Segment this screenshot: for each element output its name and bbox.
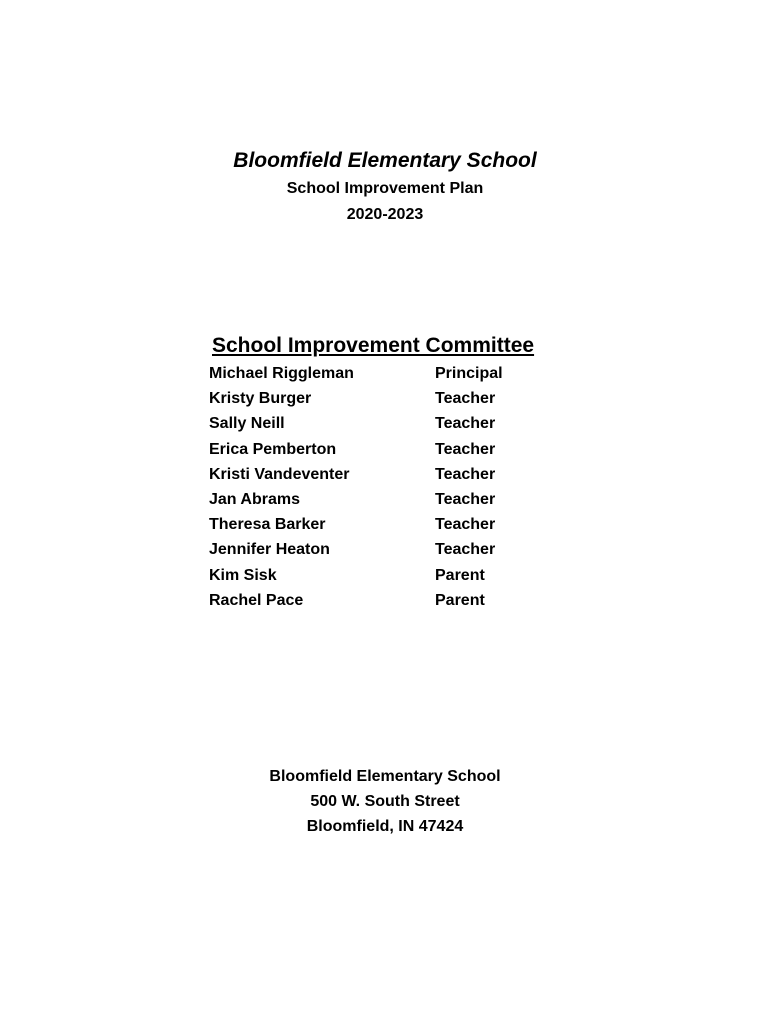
member-role: Teacher bbox=[435, 541, 496, 559]
plan-title: School Improvement Plan bbox=[286, 180, 484, 197]
school-title: Bloomfield Elementary School bbox=[233, 149, 537, 172]
member-name: Kim Sisk bbox=[209, 566, 277, 584]
member-role: Teacher bbox=[435, 440, 496, 458]
member-name: Rachel Pace bbox=[209, 591, 304, 609]
member-name: Jennifer Heaton bbox=[209, 541, 330, 559]
member-name: Kristy Burger bbox=[209, 390, 312, 408]
member-name: Michael Riggleman bbox=[209, 365, 354, 382]
member-name: Erica Pemberton bbox=[209, 440, 337, 458]
committee-member-row bbox=[209, 537, 609, 562]
committee-member-row bbox=[209, 487, 609, 512]
member-role: Teacher bbox=[435, 490, 496, 508]
committee-member-row bbox=[209, 411, 609, 436]
member-role: Parent bbox=[435, 591, 485, 609]
committee-member-row bbox=[209, 462, 609, 487]
member-role: Parent bbox=[435, 566, 485, 584]
address-block bbox=[0, 764, 770, 840]
committee-member-row bbox=[209, 437, 609, 462]
member-name: Theresa Barker bbox=[209, 516, 326, 534]
title-block bbox=[0, 146, 770, 228]
member-name: Sally Neill bbox=[209, 415, 285, 433]
member-role: Principal bbox=[435, 365, 503, 382]
member-name: Kristi Vandeventer bbox=[209, 465, 350, 483]
committee-member-row bbox=[209, 588, 609, 613]
plan-years: 2020-2023 bbox=[346, 206, 424, 223]
member-role: Teacher bbox=[435, 390, 496, 408]
committee-member-row bbox=[209, 512, 609, 537]
committee-section bbox=[209, 331, 609, 613]
member-role: Teacher bbox=[435, 516, 496, 534]
committee-member-row bbox=[209, 563, 609, 588]
committee-heading: School Improvement Committee bbox=[212, 334, 535, 357]
committee-list bbox=[209, 361, 609, 613]
member-role: Teacher bbox=[435, 465, 496, 483]
committee-member-row bbox=[209, 361, 609, 386]
address-city-state-zip: Bloomfield, IN 47424 bbox=[306, 818, 464, 836]
member-name: Jan Abrams bbox=[209, 490, 300, 508]
address-school-name: Bloomfield Elementary School bbox=[269, 768, 501, 785]
member-role: Teacher bbox=[435, 415, 496, 433]
committee-member-row bbox=[209, 386, 609, 411]
address-street: 500 W. South Street bbox=[310, 793, 460, 811]
